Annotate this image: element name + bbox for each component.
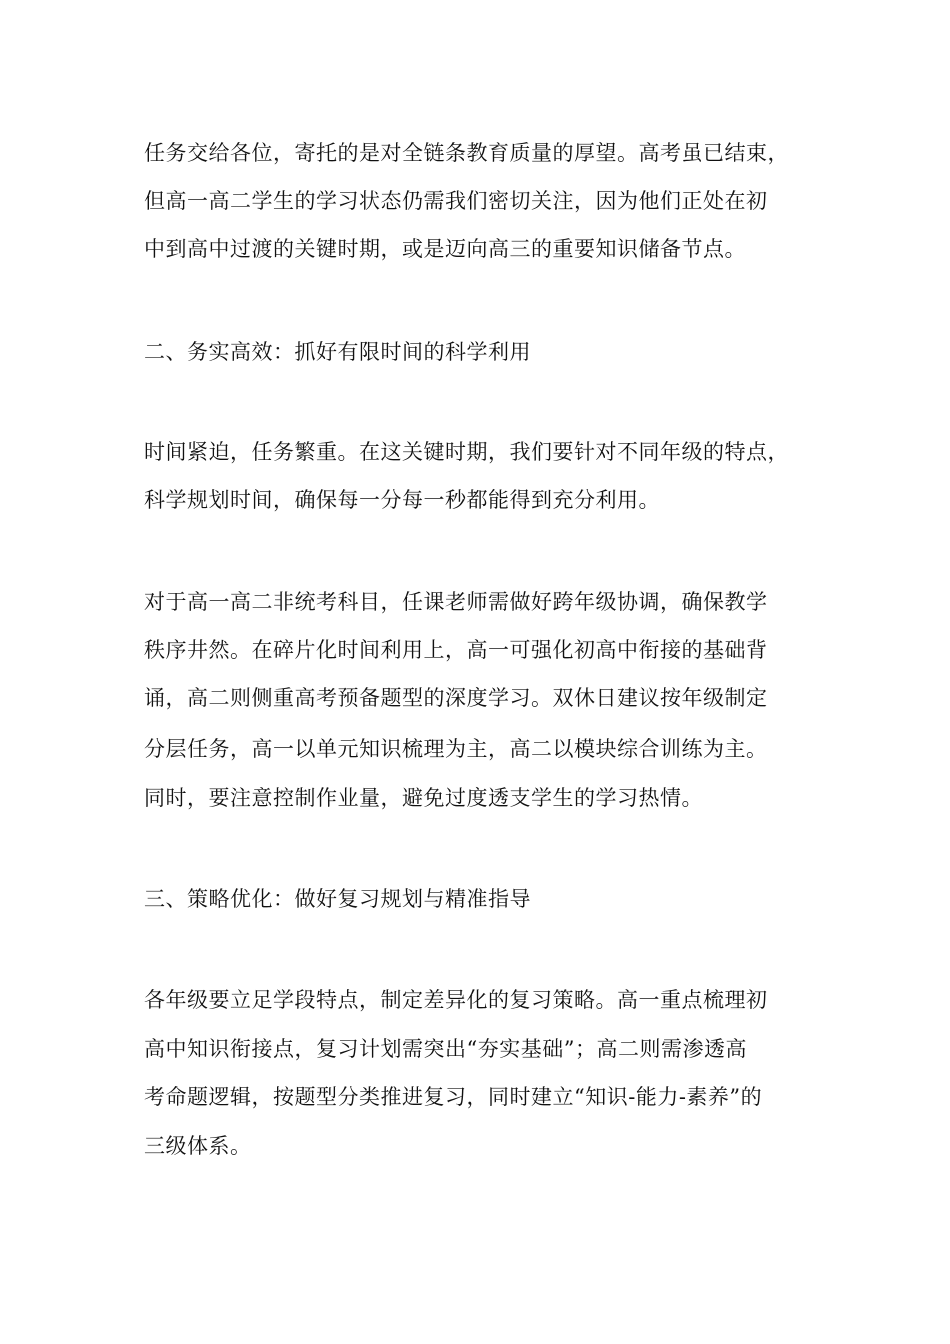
paragraph-4-line-1: 各年级要立足学段特点，制定差异化的复习策略。高一重点梳理初 xyxy=(144,988,768,1012)
paragraph-2-line-1: 时间紧迫，任务繁重。在这关键时期，我们要针对不同年级的特点， xyxy=(144,440,789,464)
paragraph-4-line-2: 高中知识衔接点，复习计划需突出“夯实基础”；高二则需渗透高 xyxy=(144,1037,747,1061)
paragraph-1-line-1: 任务交给各位，寄托的是对全链条教育质量的厚望。高考虽已结束， xyxy=(144,141,789,165)
paragraph-3-line-5: 同时，要注意控制作业量，避免过度透支学生的学习热情。 xyxy=(144,786,703,810)
section-heading-2: 二、务实高效：抓好有限时间的科学利用 xyxy=(144,340,531,364)
paragraph-3-line-4: 分层任务，高一以单元知识梳理为主，高二以模块综合训练为主。 xyxy=(144,737,768,761)
section-heading-3: 三、策略优化：做好复习规划与精准指导 xyxy=(144,887,531,911)
paragraph-3-line-2: 秩序井然。在碎片化时间利用上，高一可强化初高中衔接的基础背 xyxy=(144,638,768,662)
paragraph-3-line-1: 对于高一高二非统考科目，任课老师需做好跨年级协调，确保教学 xyxy=(144,590,768,614)
paragraph-1-line-2: 但高一高二学生的学习状态仍需我们密切关注，因为他们正处在初 xyxy=(144,189,768,213)
paragraph-1-line-3: 中到高中过渡的关键时期，或是迈向高三的重要知识储备节点。 xyxy=(144,237,746,261)
paragraph-2-line-2: 科学规划时间，确保每一分每一秒都能得到充分利用。 xyxy=(144,488,660,512)
paragraph-3-line-3: 诵，高二则侧重高考预备题型的深度学习。双休日建议按年级制定 xyxy=(144,686,768,710)
paragraph-4-line-4: 三级体系。 xyxy=(144,1134,252,1158)
paragraph-4-line-3: 考命题逻辑，按题型分类推进复习，同时建立“知识-能力-素养”的 xyxy=(144,1085,763,1109)
